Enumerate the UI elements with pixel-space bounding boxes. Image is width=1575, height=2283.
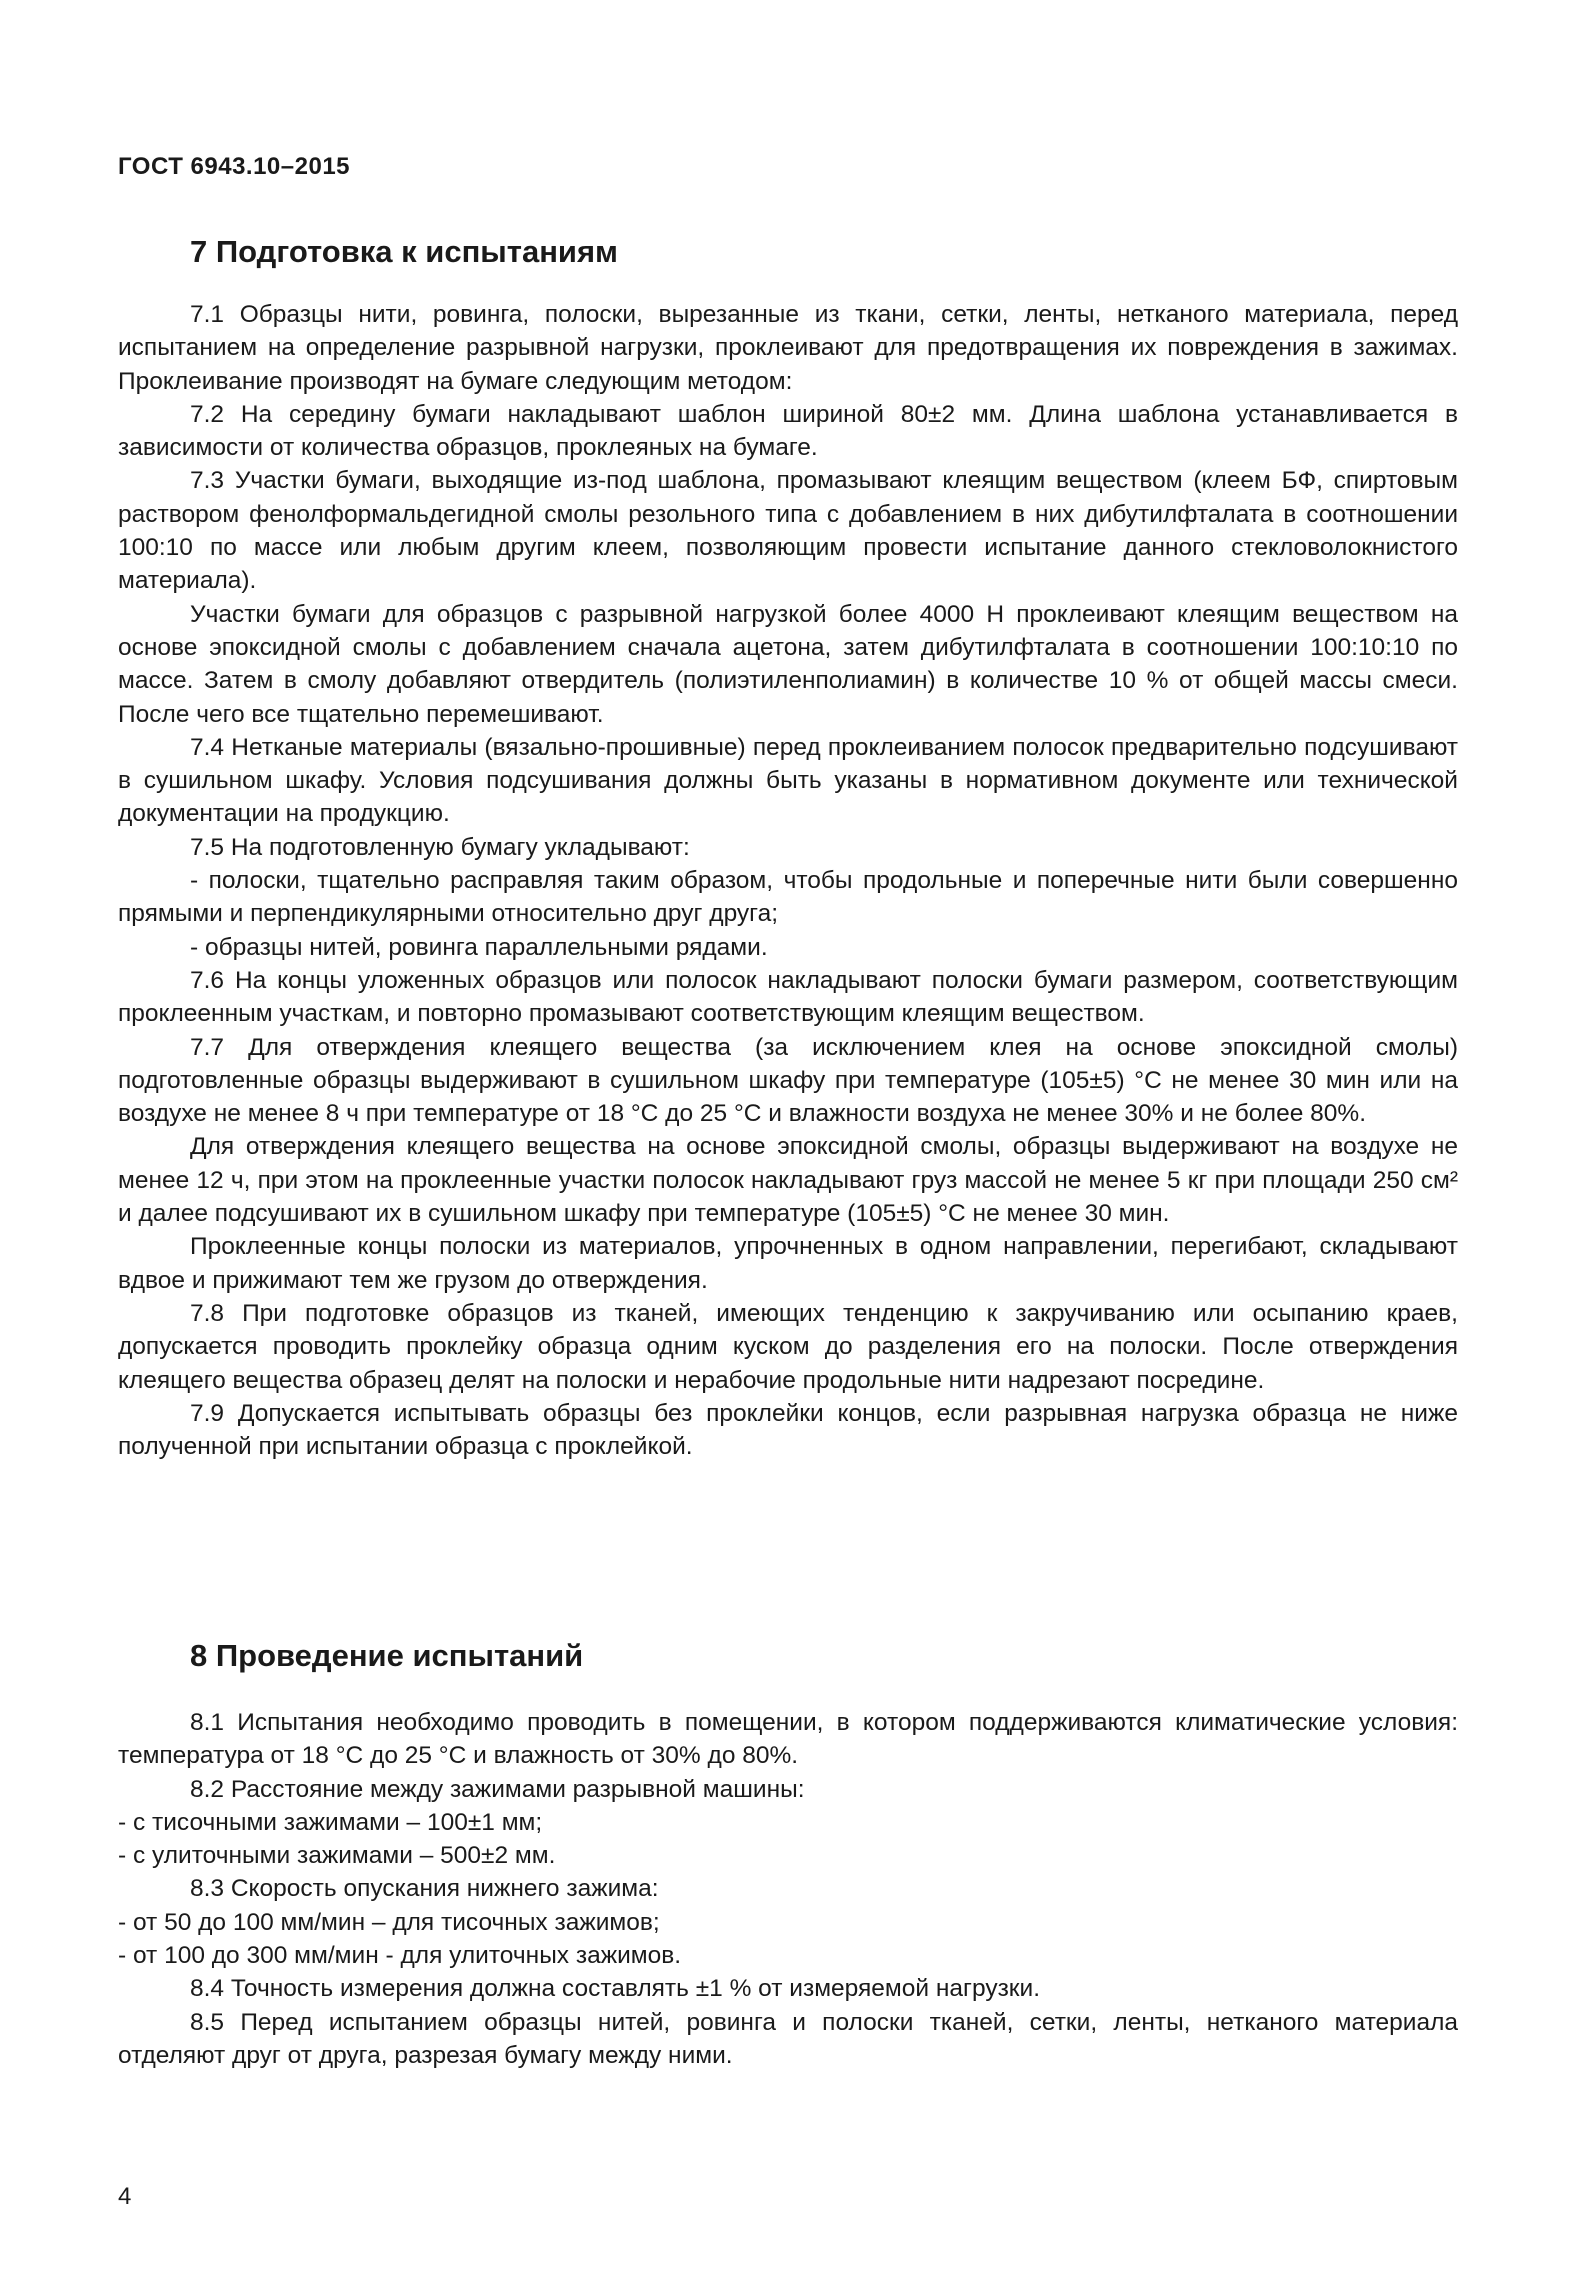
paragraph-7-2: 7.2 На середину бумаги накладывают шаблон шириной 80±2 мм. Длина шаблона устанавливается в зависимости от количества образцов, проклеяных на бумаге.	[118, 400, 1458, 462]
paragraph-7-1: 7.1 Образцы нити, ровинга, полоски, вырезанные из ткани, сетки, ленты, нетканого материала, перед испытанием на определение разрывной нагрузки, проклеивают для предотвращения их повреждения в зажимах. Проклеивание производят на бумаге следующим методом:	[118, 301, 1458, 395]
paragraph-8-1: 8.1 Испытания необходимо проводить в помещении, в котором поддерживаются климатические условия: температура от 18 °С до 25 °С и влажность от 30% до 80%.	[118, 1709, 1458, 1770]
list-item-speed-snail: - от 100 до 300 мм/мин - для улиточных зажимов.	[118, 1942, 682, 1970]
paragraph-7-3: 7.3 Участки бумаги, выходящие из-под шаблона, промазывают клеящим веществом (клеем БФ, спиртовым раствором фенолформальдегидной смолы резольного типа с добавлением в них дибутилфталата в соотношении 100:10 по массе или любым другим клеем, позволяющим провести испытание данного стекловолокнистого материала).	[118, 467, 1458, 595]
paragraph-7-4: 7.4 Нетканые материалы (вязально-прошивные) перед проклеиванием полосок предварительно подсушивают в сушильном шкафу. Условия подсушивания должны быть указаны в нормативном документе или технической документации на продукцию.	[118, 733, 1458, 828]
paragraph-7-9: 7.9 Допускается испытывать образцы без проклейки концов, если разрывная нагрузка образца не ниже полученной при испытании образца с проклейкой.	[118, 1399, 1458, 1461]
section-7	[118, 232, 1458, 1463]
page-number: 4	[118, 2183, 132, 2210]
paragraph-7-3-epoxy: Участки бумаги для образцов с разрывной нагрузкой более 4000 Н проклеивают клеящим веществом на основе эпоксидной смолы с добавлением сначала ацетона, затем дибутилфталата в соотношении 100:10:10 по массе. Затем в смолу добавляют отвердитель (полиэтиленполиамин) в количестве 10 % от общей массы смеси. После чего все тщательно перемешивают.	[118, 600, 1458, 728]
document-code-header: ГОСТ 6943.10–2015	[118, 153, 351, 180]
list-item-strips: - полоски, тщательно расправляя таким образом, чтобы продольные и поперечные нити были совершенно прямыми и перпендикулярными относительно друг друга;	[118, 867, 1458, 928]
section-7-title: 7 Подготовка к испытаниям	[190, 234, 618, 269]
list-item-yarns: - образцы нитей, ровинга параллельными рядами.	[190, 933, 768, 961]
paragraph-7-7-epoxy: Для отверждения клеящего вещества на основе эпоксидной смолы, образцы выдерживают на воздухе не менее 12 ч, при этом на проклеенные участки полосок накладывают груз массой не менее 5 кг при площади 250 см² и далее подсушивают их в сушильном шкафу при температуре (105±5) °С не менее 30 мин.	[118, 1133, 1458, 1228]
paragraph-7-8: 7.8 При подготовке образцов из тканей, имеющих тенденцию к закручиванию или осыпанию краев, допускается проводить проклейку образца одним куском до разделения его на полоски. После отверждения клеящего вещества образец делят на полоски и нерабочие продольные нити надрезают посредине.	[118, 1299, 1458, 1394]
paragraph-8-4: 8.4 Точность измерения должна составлять ±1 % от измеряемой нагрузки.	[190, 1975, 1041, 2003]
paragraph-7-6: 7.6 На концы уложенных образцов или полосок накладывают полоски бумаги размером, соответствующим проклеенным участкам, и повторно промазывают соответствующим клеящим веществом.	[118, 966, 1458, 1028]
paragraph-8-5: 8.5 Перед испытанием образцы нитей, ровинга и полоски тканей, сетки, ленты, нетканого материала отделяют друг от друга, разрезая бумагу между ними.	[118, 2008, 1458, 2069]
paragraph-8-2: 8.2 Расстояние между зажимами разрывной машины:	[190, 1775, 805, 1803]
list-item-snail-clamps: - с улиточными зажимами – 500±2 мм.	[118, 1842, 556, 1870]
section-8-title: 8 Проведение испытаний	[190, 1638, 584, 1673]
paragraph-7-5: 7.5 На подготовленную бумагу укладывают:	[190, 833, 690, 861]
list-item-speed-vise: - от 50 до 100 мм/мин – для тисочных зажимов;	[118, 1908, 660, 1936]
paragraph-8-3: 8.3 Скорость опускания нижнего зажима:	[190, 1875, 659, 1903]
paragraph-7-7: 7.7 Для отверждения клеящего вещества (за исключением клея на основе эпоксидной смолы) подготовленные образцы выдерживают в сушильном шкафу при температуре (105±5) °С не менее 30 мин или на воздухе не менее 8 ч при температуре от 18 °С до 25 °С и влажности воздуха не менее 30% и не более 80%.	[118, 1033, 1458, 1128]
list-item-vise-clamps: - с тисочными зажимами – 100±1 мм;	[118, 1808, 543, 1836]
paragraph-7-7-ends: Проклеенные концы полоски из материалов, упрочненных в одном направлении, перегибают, складывают вдвое и прижимают тем же грузом до отверждения.	[118, 1233, 1458, 1294]
section-8	[118, 1636, 1458, 2072]
